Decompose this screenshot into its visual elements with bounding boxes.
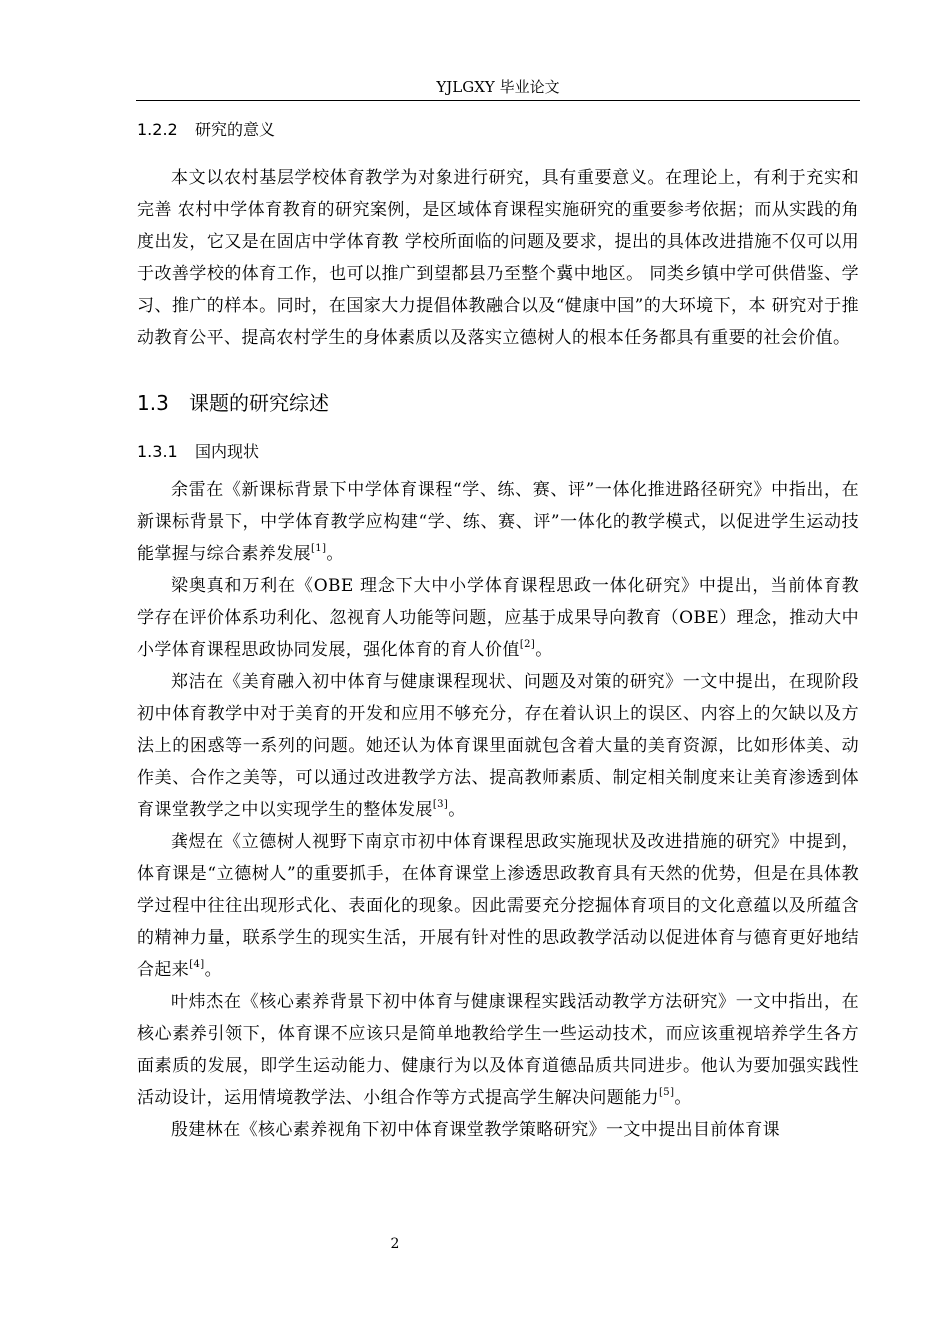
paragraph-review-5 <box>137 986 859 1114</box>
paragraph-review-6: 殷建林在《核心素养视角下初中体育课堂教学策略研究》一文中提出目前体育课 <box>171 1120 780 1140</box>
paragraph-text: 叶炜杰在《核心素养背景下初中体育与健康课程实践活动教学方法研究》一文中指出，在核心素养引领下，体育课不应该只是简单地教给学生一些运动技术，而应该重视培养学生各方面素质的发展，即学生运动能力、健康行为以及体育道德品质共同进步。他认为要加强实践性活动设计，运用情境教学法、小组合作等方式提高学生解决问题能力 <box>137 992 859 1108</box>
heading-1-3-1 <box>137 440 859 464</box>
citation-ref: [4] <box>189 959 205 970</box>
section-number: 1.3 <box>137 391 169 415</box>
citation-ref: [2] <box>519 639 536 650</box>
running-header: YJLGXY 毕业论文 <box>436 78 560 96</box>
paragraph-text: 龚煜在《立德树人视野下南京市初中体育课程思政实施现状及改进措施的研究》中提到，体育课是“立德树人”的重要抓手，在体育课堂上渗透思政教育具有天然的优势，但是在具体教学过程中往往出现形式化、表面化的现象。因此需要充分挖掘体育项目的文化意蕴以及所蕴含的精神力量，联系学生的现实生活，开展有针对性的思政教学活动以促进体育与德育更好地结合起来 <box>137 832 859 980</box>
paragraph-text: 余雷在《新课标背景下中学体育课程“学、练、赛、评”一体化推进路径研究》中指出，在新课标背景下，中学体育教学应构建“学、练、赛、评”一体化的教学模式，以促进学生运动技能掌握与综合素养发展 <box>137 480 859 564</box>
paragraph-significance: 本文以农村基层学校体育教学为对象进行研究，具有重要意义。在理论上，有利于充实和完善 农村中学体育教育的研究案例，是区域体育课程实施研究的重要参考依据；而从实践的角度出发，它又是在固店中学体育教 学校所面临的问题及要求，提出的具体改进措施不仅可以用于改善学校的体育工作，也可以推广到望都县乃至整个冀中地区。 同类乡镇中学可供借鉴、学习、推广的样本。同时，在国家大力提倡体教融合以及“健康中国”的大环境下，本 研究对于推动教育公平、提高农村学生的身体素质以及落实立德树人的根本任务都具有重要的社会价值。 <box>137 168 859 348</box>
paragraph-text: 郑洁在《美育融入初中体育与健康课程现状、问题及对策的研究》一文中提出，在现阶段初中体育教学中对于美育的开发和应用不够充分，存在着认识上的误区、内容上的欠缺以及方法上的困惑等一系列的问题。她还认为体育课里面就包含着大量的美育资源，比如形体美、动作美、合作之美等，可以通过改进教学方法、提高教师素质、制定相关制度来让美育渗透到体育课堂教学之中以实现学生的整体发展 <box>137 672 859 820</box>
paragraph-text: 梁奥真和万利在《OBE 理念下大中小学体育课程思政一体化研究》中提出，当前体育教学存在评价体系功利化、忽视育人功能等问题，应基于成果导向教育（OBE）理念，推动大中小学体育课程思政协同发展，强化体育的育人价值 <box>137 576 859 660</box>
section-title: 国内现状 <box>195 442 260 461</box>
paragraph-end: 。 <box>535 640 553 660</box>
section-title: 课题的研究综述 <box>189 391 329 415</box>
paragraph-end: 。 <box>204 960 222 980</box>
page-number: 2 <box>390 1236 400 1252</box>
paragraph-end: 。 <box>448 800 466 820</box>
header-rule <box>136 100 860 101</box>
section-number: 1.2.2 <box>137 120 178 139</box>
heading-1-2-2 <box>137 118 859 142</box>
section-number: 1.3.1 <box>137 442 178 461</box>
citation-ref: [5] <box>659 1087 675 1098</box>
paragraph-review-1 <box>137 474 859 570</box>
heading-1-3 <box>137 388 859 418</box>
paragraph-review-4 <box>137 826 859 986</box>
paragraph-end: 。 <box>326 544 344 564</box>
page-body <box>137 118 859 1146</box>
paragraph-end: 。 <box>674 1088 692 1108</box>
section-title: 研究的意义 <box>195 120 276 139</box>
citation-ref: [3] <box>432 799 449 810</box>
citation-ref: [1] <box>311 543 327 554</box>
paragraph-review-2 <box>137 570 859 666</box>
paragraph-review-3 <box>137 666 859 826</box>
